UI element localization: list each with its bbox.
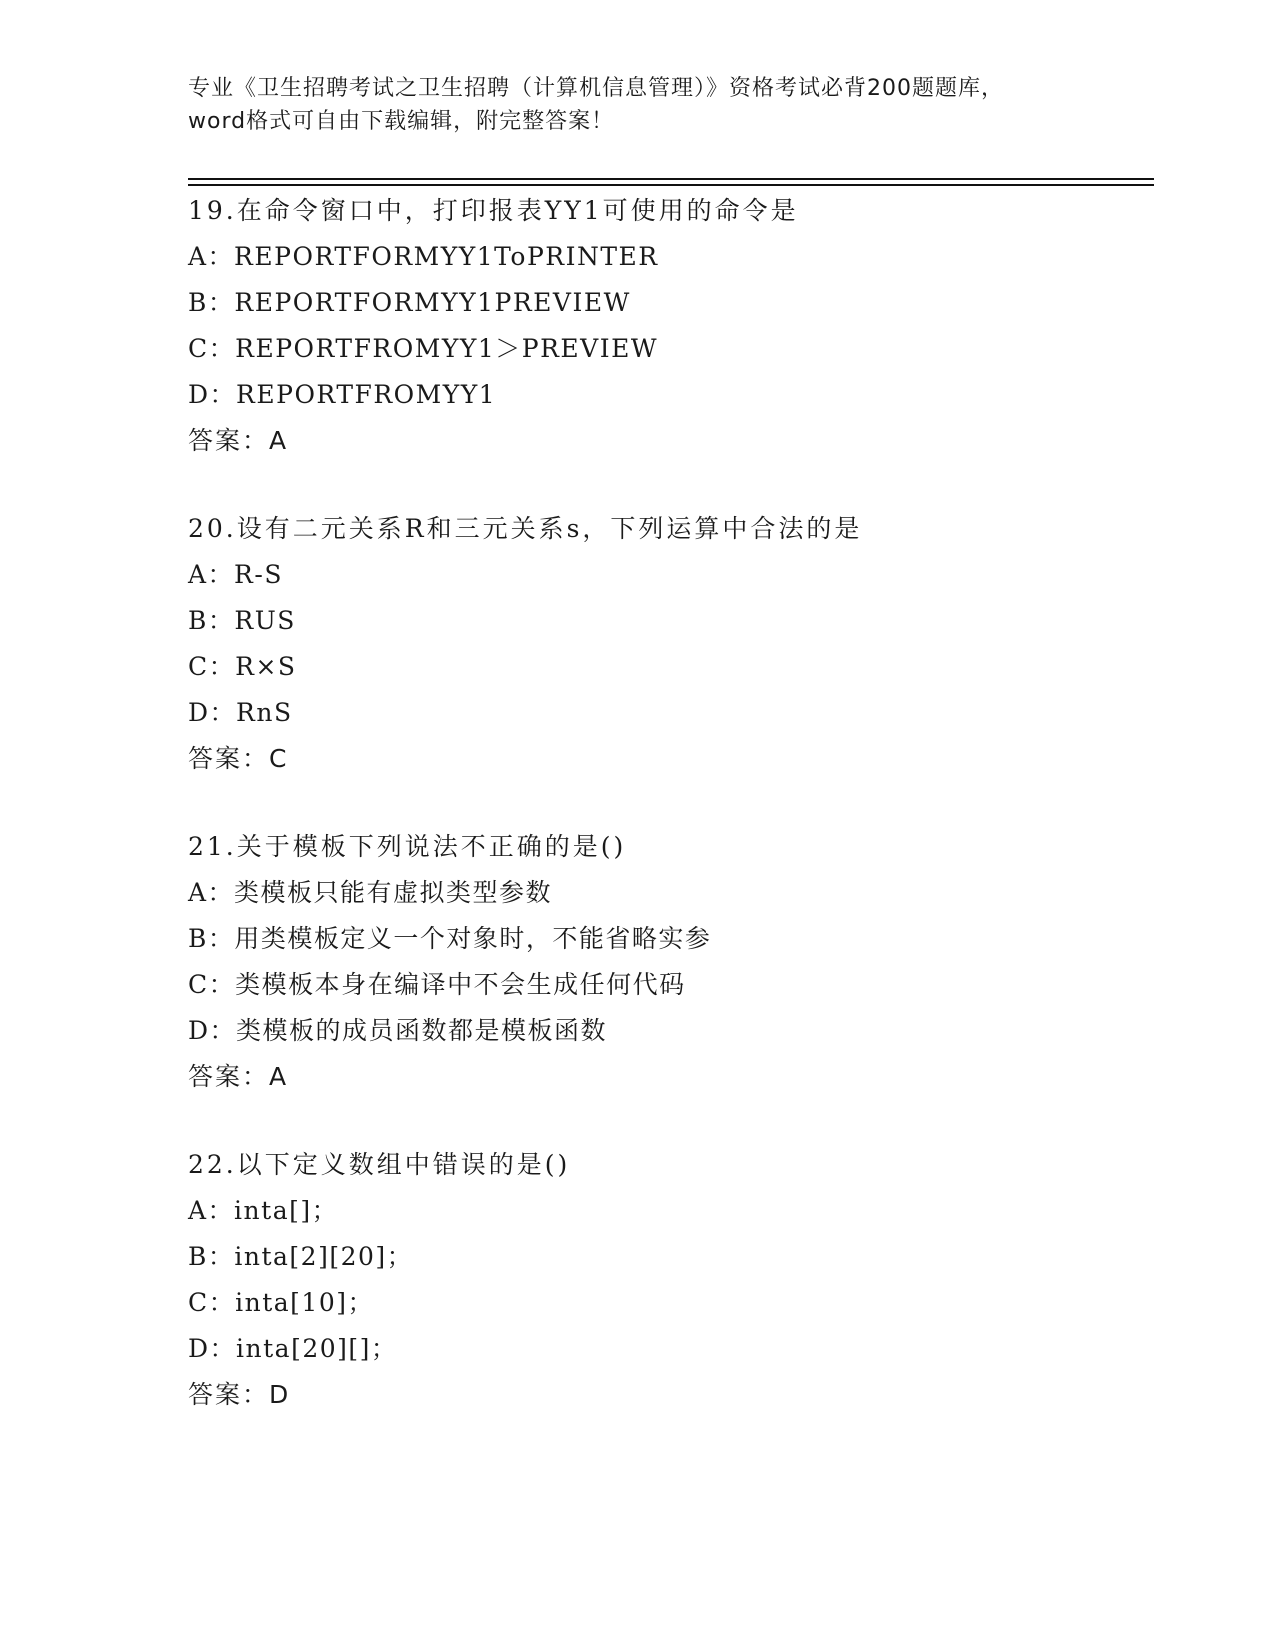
question-stem: 22.以下定义数组中错误的是() (188, 1150, 571, 1179)
question-stem: 20.设有二元关系R和三元关系s，下列运算中合法的是 (188, 514, 863, 543)
option-d: D：REPORTFROMYY1 (188, 380, 497, 409)
option-a: A：inta[]； (188, 1196, 339, 1225)
question-stem: 19.在命令窗口中，打印报表YY1可使用的命令是 (188, 196, 799, 225)
header-title-line-1: 专业《卫生招聘考试之卫生招聘（计算机信息管理）》资格考试必背200题题库， (188, 76, 1004, 101)
option-b: B：inta[2][20]； (188, 1242, 414, 1271)
option-b: B：RUS (188, 606, 296, 635)
header-divider-bottom (188, 184, 1154, 186)
question-20 (188, 506, 1154, 782)
question-list (188, 188, 1154, 1460)
answer-line: 答案：A (188, 1062, 289, 1091)
option-a: A：类模板只能有虚拟类型参数 (188, 878, 553, 907)
header-title-line-2: word格式可自由下载编辑，附完整答案！ (188, 109, 615, 134)
option-b: B：用类模板定义一个对象时，不能省略实参 (188, 924, 712, 953)
answer-line: 答案：D (188, 1380, 291, 1409)
option-c: C：类模板本身在编译中不会生成任何代码 (188, 970, 686, 999)
option-d: D：inta[20][]； (188, 1334, 398, 1363)
question-stem: 21.关于模板下列说法不正确的是() (188, 832, 627, 861)
option-c: C：R×S (188, 652, 297, 681)
answer-line: 答案：C (188, 744, 289, 773)
question-19 (188, 188, 1154, 464)
answer-line: 答案：A (188, 426, 289, 455)
document-header (188, 72, 1088, 138)
option-a: A：R-S (188, 560, 283, 589)
option-b: B：REPORTFORMYY1PREVIEW (188, 288, 631, 317)
question-21 (188, 824, 1154, 1100)
option-c: C：REPORTFROMYY1＞PREVIEW (188, 334, 659, 363)
option-d: D：类模板的成员函数都是模板函数 (188, 1016, 608, 1045)
question-22 (188, 1142, 1154, 1418)
option-c: C：inta[10]； (188, 1288, 374, 1317)
option-a: A：REPORTFORMYY1ToPRINTER (188, 242, 659, 271)
header-divider-top (188, 178, 1154, 180)
option-d: D：RnS (188, 698, 293, 727)
